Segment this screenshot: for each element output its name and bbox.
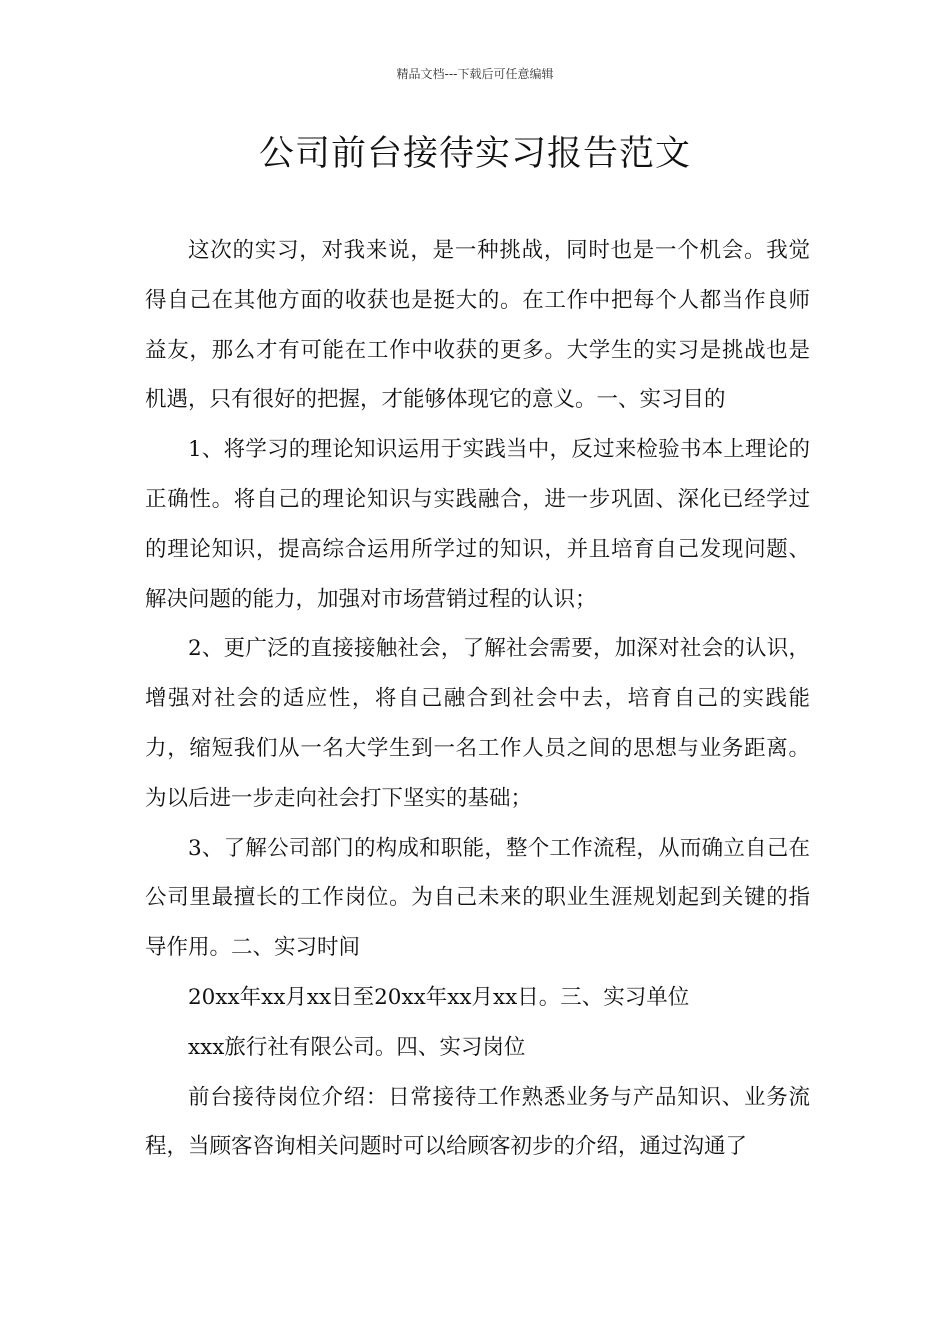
paragraph-goal-3: 3、了解公司部门的构成和职能，整个工作流程，从而确立自己在公司里最擅长的工作岗位。为自己未来的职业生涯规划起到关键的指导作用。二、实习时间	[145, 835, 810, 961]
paragraph-position-intro: 前台接待岗位介绍：日常接待工作熟悉业务与产品知识、业务流程，当顾客咨询相关问题时可以给顾客初步的介绍，通过沟通了	[145, 1084, 810, 1160]
header-watermark: 精品文档---下载后可任意编辑	[396, 67, 554, 81]
paragraph-goal-2: 2、更广泛的直接接触社会，了解社会需要，加深对社会的认识，增强对社会的适应性，将自己融合到社会中去，培育自己的实践能力，缩短我们从一名大学生到一名工作人员之间的思想与业务距离。为以后进一步走向社会打下坚实的基础；	[145, 636, 810, 811]
paragraph-intro: 这次的实习，对我来说，是一种挑战，同时也是一个机会。我觉得自己在其他方面的收获也是挺大的。在工作中把每个人都当作良师益友，那么才有可能在工作中收获的更多。大学生的实习是挑战也是机遇，只有很好的把握，才能够体现它的意义。一、实习目的	[145, 238, 810, 413]
paragraph-goal-1: 1、将学习的理论知识运用于实践当中，反过来检验书本上理论的正确性。将自己的理论知识与实践融合，进一步巩固、深化已经学过的理论知识，提高综合运用所学过的知识，并且培育自己发现问题、解决问题的能力，加强对市场营销过程的认识；	[145, 437, 810, 612]
paragraph-internship-time: 20xx年xx月xx日至20xx年xx月xx日。三、实习单位	[188, 984, 690, 1010]
paragraph-internship-unit: xxx旅行社有限公司。四、实习岗位	[188, 1034, 526, 1060]
document-body	[145, 226, 810, 1172]
document-title: 公司前台接待实习报告范文	[258, 134, 691, 174]
